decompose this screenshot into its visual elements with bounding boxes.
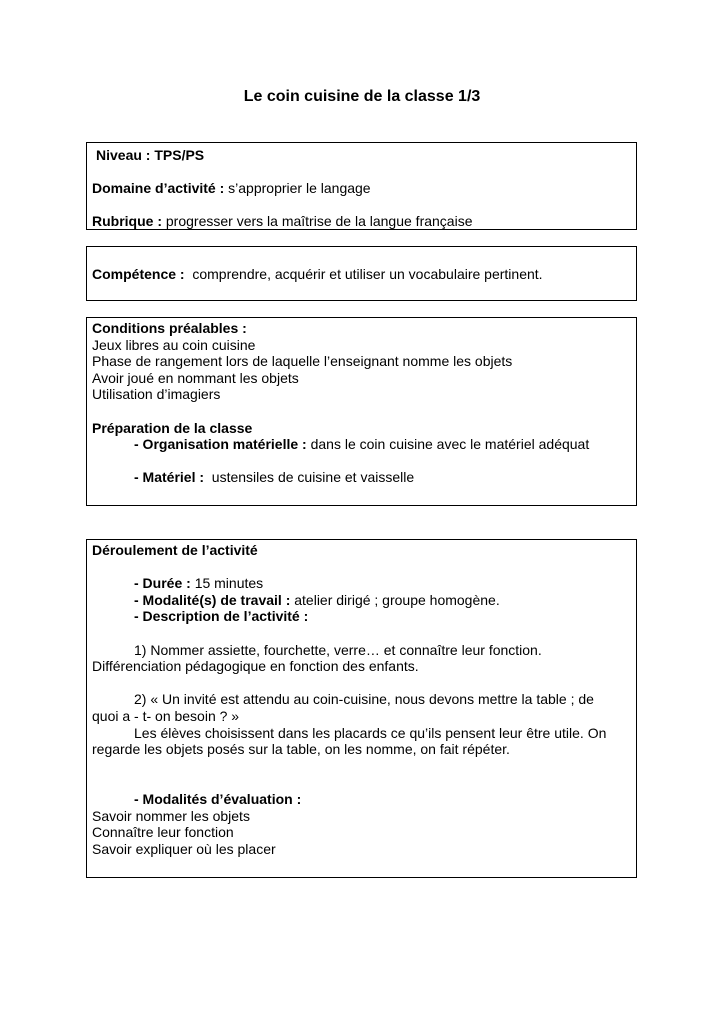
condition-item: Jeux libres au coin cuisine bbox=[92, 336, 256, 353]
description-label: - Description de l’activité : bbox=[134, 608, 309, 625]
preparation-heading: Préparation de la classe bbox=[92, 419, 253, 436]
info-box bbox=[86, 142, 637, 230]
competence-line bbox=[92, 266, 631, 283]
step1-line2: Différenciation pédagogique en fonction des enfants. bbox=[92, 658, 419, 675]
deroulement-heading: Déroulement de l’activité bbox=[92, 542, 258, 558]
step2-line1: 2) « Un invité est attendu au coin-cuisine, nous devons mettre la table ; de bbox=[134, 691, 594, 708]
step1-line1: 1) Nommer assiette, fourchette, verre… et connaître leur fonction. bbox=[134, 641, 542, 658]
step2-line4: regarde les objets posés sur la table, on les nomme, on fait répéter. bbox=[92, 741, 510, 758]
deroulement-box bbox=[86, 539, 637, 878]
duree-value: 15 minutes bbox=[194, 575, 264, 592]
duree-label: - Durée : bbox=[134, 575, 191, 592]
page-title: Le coin cuisine de la classe 1/3 bbox=[243, 88, 481, 105]
modalites-value: atelier dirigé ; groupe homogène. bbox=[294, 591, 500, 608]
evaluation-item: Savoir expliquer où les placer bbox=[92, 840, 276, 857]
conditions-box bbox=[86, 317, 637, 506]
organisation-label: - Organisation matérielle : bbox=[134, 436, 307, 453]
competence-box bbox=[86, 246, 637, 301]
competence-label: Compétence : bbox=[92, 266, 185, 282]
modalites-label: - Modalité(s) de travail : bbox=[134, 591, 291, 608]
step2-line3: Les élèves choisissent dans les placards ce qu’ils pensent leur être utile. On bbox=[134, 724, 607, 741]
domaine-value: s’approprier le langage bbox=[228, 180, 371, 197]
materiel-line bbox=[92, 469, 631, 486]
niveau-label: Niveau : TPS/PS bbox=[96, 147, 205, 163]
evaluation-label: - Modalités d’évaluation : bbox=[134, 790, 302, 807]
condition-item: Avoir joué en nommant les objets bbox=[92, 369, 299, 386]
rubrique-line bbox=[92, 213, 631, 230]
organisation-value: dans le coin cuisine avec le matériel adéquat bbox=[310, 436, 590, 453]
rubrique-label: Rubrique : bbox=[92, 213, 162, 230]
domaine-label: Domaine d’activité : bbox=[92, 180, 225, 197]
condition-item: Utilisation d’imagiers bbox=[92, 386, 221, 403]
materiel-label: - Matériel : bbox=[134, 469, 205, 486]
duree-line bbox=[92, 575, 631, 592]
domaine-line bbox=[92, 180, 631, 197]
modalites-line bbox=[92, 592, 631, 609]
rubrique-value: progresser vers la maîtrise de la langue française bbox=[165, 213, 473, 230]
step2-line2: quoi a - t- on besoin ? » bbox=[92, 707, 240, 724]
evaluation-item: Connaître leur fonction bbox=[92, 824, 234, 841]
conditions-heading: Conditions préalables : bbox=[92, 320, 247, 336]
organisation-line bbox=[92, 436, 631, 453]
condition-item: Phase de rangement lors de laquelle l’enseignant nomme les objets bbox=[92, 353, 513, 370]
materiel-value: ustensiles de cuisine et vaisselle bbox=[211, 469, 415, 486]
evaluation-item: Savoir nommer les objets bbox=[92, 807, 250, 824]
competence-value: comprendre, acquérir et utiliser un vocabulaire pertinent. bbox=[192, 266, 543, 282]
